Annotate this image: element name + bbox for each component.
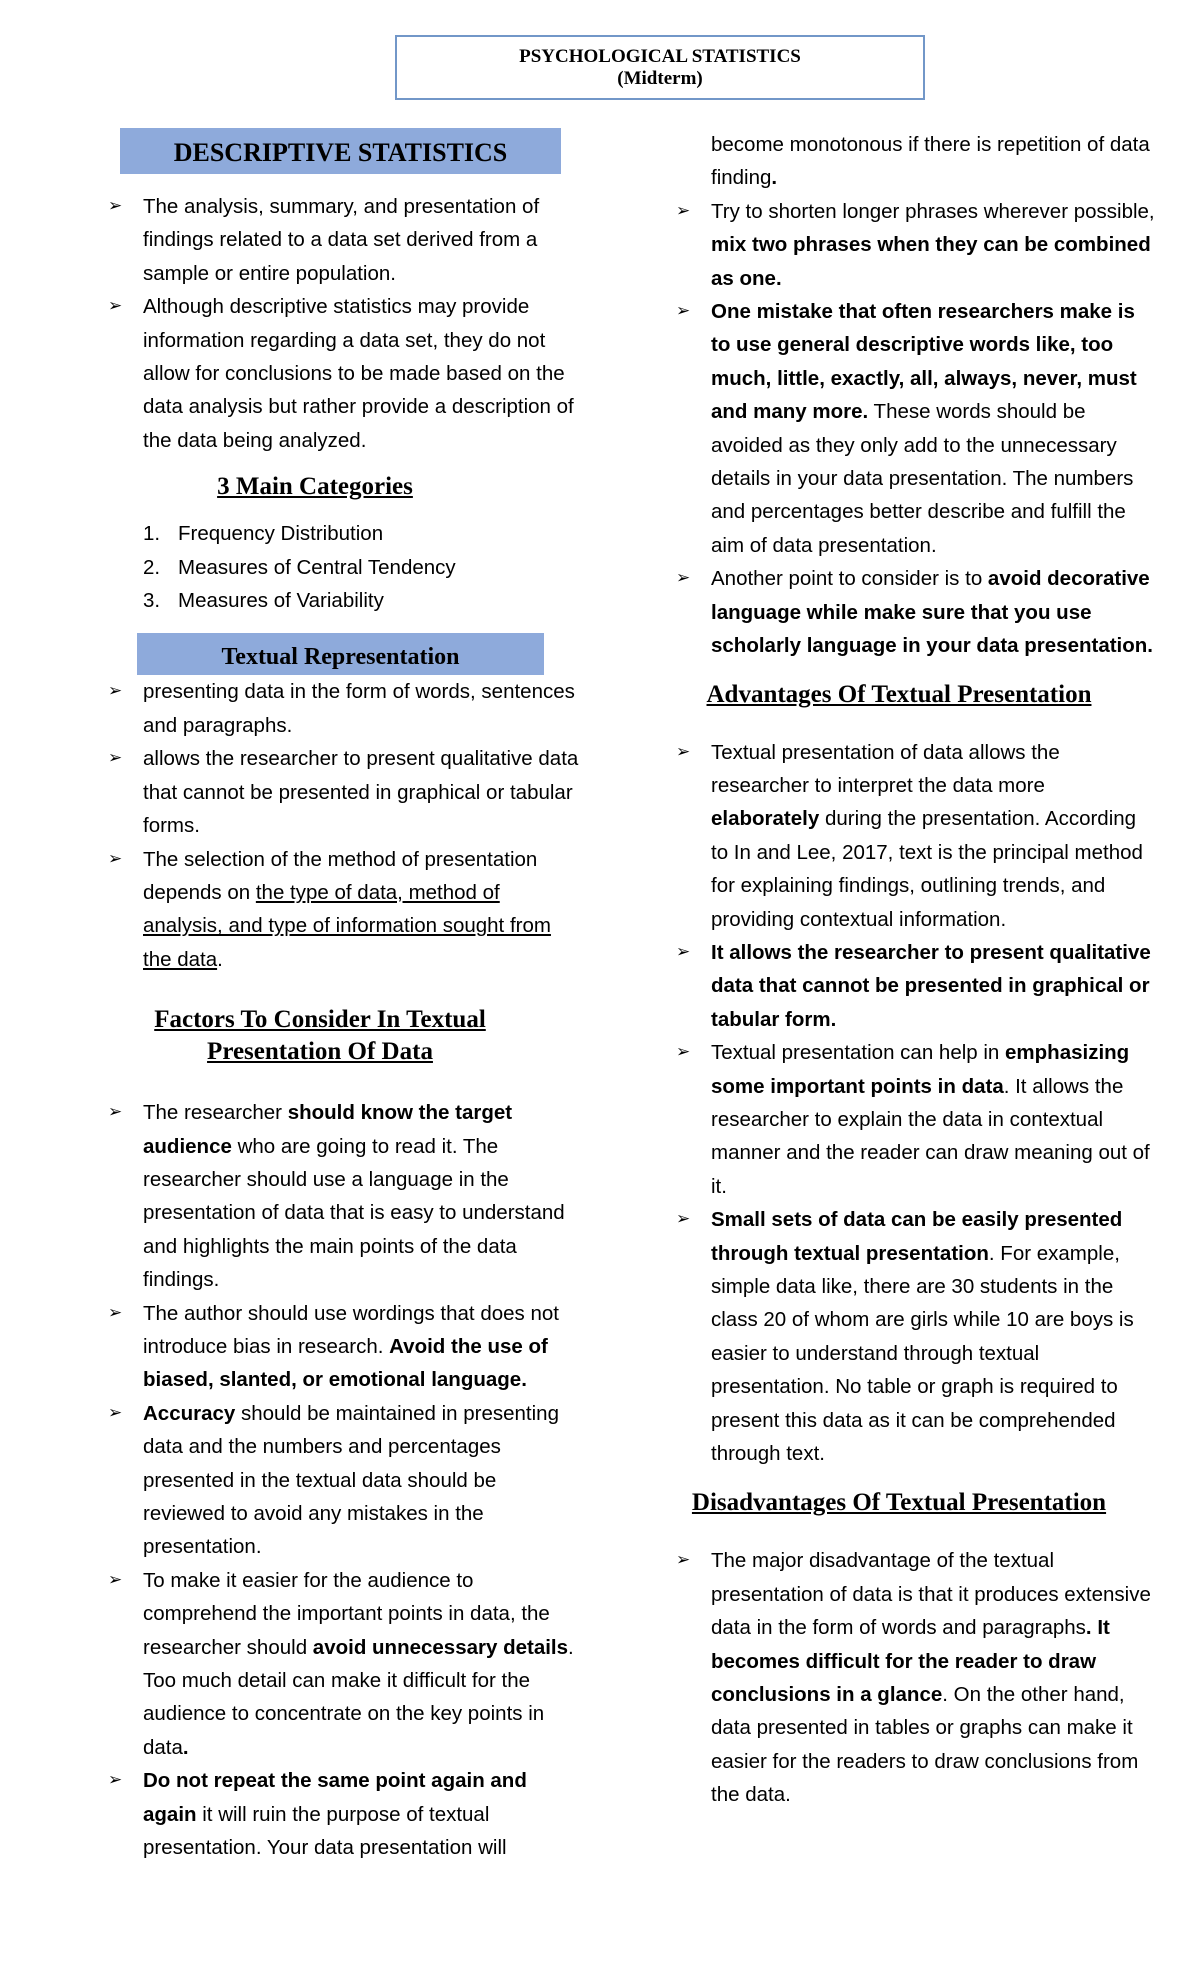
list-item: ➢ One mistake that often researchers make is to use general descriptive words like, too much, little, exactly, all, always, never, must and many more. These words should be avoided as they only add to the unnecessary details in your data presentation. The numbers and percentages better describe and fulfill the aim of data presentation. [668,295,1155,562]
left-column [100,128,580,1864]
disadvantages-heading: Disadvantages Of Textual Presentation [691,1489,1107,1517]
list-item: 1. Frequency Distribution [143,522,384,546]
main-categories-heading: 3 Main Categories [217,473,413,501]
list-item: ➢ The selection of the method of presentation depends on the type of data, method of analysis, and type of information sought from the data. [100,843,580,977]
document-title-box [395,35,925,100]
factors-heading: Factors To Consider In Textual Presentation Of Data [154,1006,486,1066]
list-item: ➢ Try to shorten longer phrases wherever possible, mix two phrases when they can be combined as one. [668,195,1155,295]
right-column [668,128,1155,1812]
list-item: 2. Measures of Central Tendency [143,555,456,579]
list-item: ➢ Accuracy should be maintained in presenting data and the numbers and percentages presented in the textual data should be reviewed to avoid any mistakes in the presentation. [100,1397,580,1564]
disadvantages-list [668,1544,1155,1811]
list-item: ➢ The analysis, summary, and presentation of findings related to a data set derived from a sample or entire population. [100,190,580,290]
advantages-heading: Advantages Of Textual Presentation [706,680,1092,708]
categories-list [100,517,580,617]
document-subtitle: (Midterm) [617,68,703,89]
factors-list-continued [668,195,1155,663]
textual-list [100,675,580,976]
list-item: ➢ Another point to consider is to avoid decorative language while make sure that you use scholarly language in your data presentation. [668,562,1155,662]
list-item: 3. Measures of Variability [143,589,384,613]
list-item: ➢ Do not repeat the same point again and again it will ruin the purpose of textual presentation. Your data presentation will [100,1764,580,1864]
advantages-list [668,736,1155,1471]
continued-text: become monotonous if there is repetition of data finding. [711,133,1150,190]
list-item: ➢ Textual presentation of data allows the researcher to interpret the data more elaborately during the presentation. According to In and Lee, 2017, text is the principal method for explaining findings, outlining trends, and providing contextual information. [668,736,1155,936]
descriptive-statistics-heading: DESCRIPTIVE STATISTICS [120,128,561,174]
list-item: ➢ To make it easier for the audience to comprehend the important points in data, the researcher should avoid unnecessary details. Too much detail can make it difficult for the audience to concentrate on the key points in data. [100,1564,580,1764]
list-item: ➢ Textual presentation can help in emphasizing some important points in data. It allows the researcher to explain the data in contextual manner and the reader can draw meaning out of it. [668,1036,1155,1203]
list-item: ➢ The major disadvantage of the textual presentation of data is that it produces extensive data in the form of words and paragraphs. It becomes difficult for the reader to draw conclusions in a glance. On the other hand, data presented in tables or graphs can make it easier for the readers to draw conclusions from the data. [668,1544,1155,1811]
list-item: ➢ The researcher should know the target audience who are going to read it. The researcher should use a language in the presentation of data that is easy to understand and highlights the main points of the data findings. [100,1096,580,1296]
document-title: PSYCHOLOGICAL STATISTICS [519,46,801,67]
list-item: ➢ Small sets of data can be easily presented through textual presentation. For example, simple data like, there are 30 students in the class 20 of whom are girls while 10 are boys is easier to understand through textual presentation. No table or graph is required to present this data as it can be comprehended through text. [668,1203,1155,1470]
factors-list [100,1096,580,1864]
list-item: ➢ It allows the researcher to present qualitative data that cannot be presented in graphical or tabular form. [668,936,1155,1036]
list-item: ➢ The author should use wordings that does not introduce bias in research. Avoid the use of biased, slanted, or emotional language. [100,1297,580,1397]
list-item: ➢ allows the researcher to present qualitative data that cannot be presented in graphical or tabular forms. [100,742,580,842]
list-item: ➢ presenting data in the form of words, sentences and paragraphs. [100,675,580,742]
descriptive-list [100,190,580,457]
textual-representation-heading: Textual Representation [137,633,544,675]
list-item: ➢ Although descriptive statistics may provide information regarding a data set, they do not allow for conclusions to be made based on the data analysis but rather provide a description of the data being analyzed. [100,290,580,457]
